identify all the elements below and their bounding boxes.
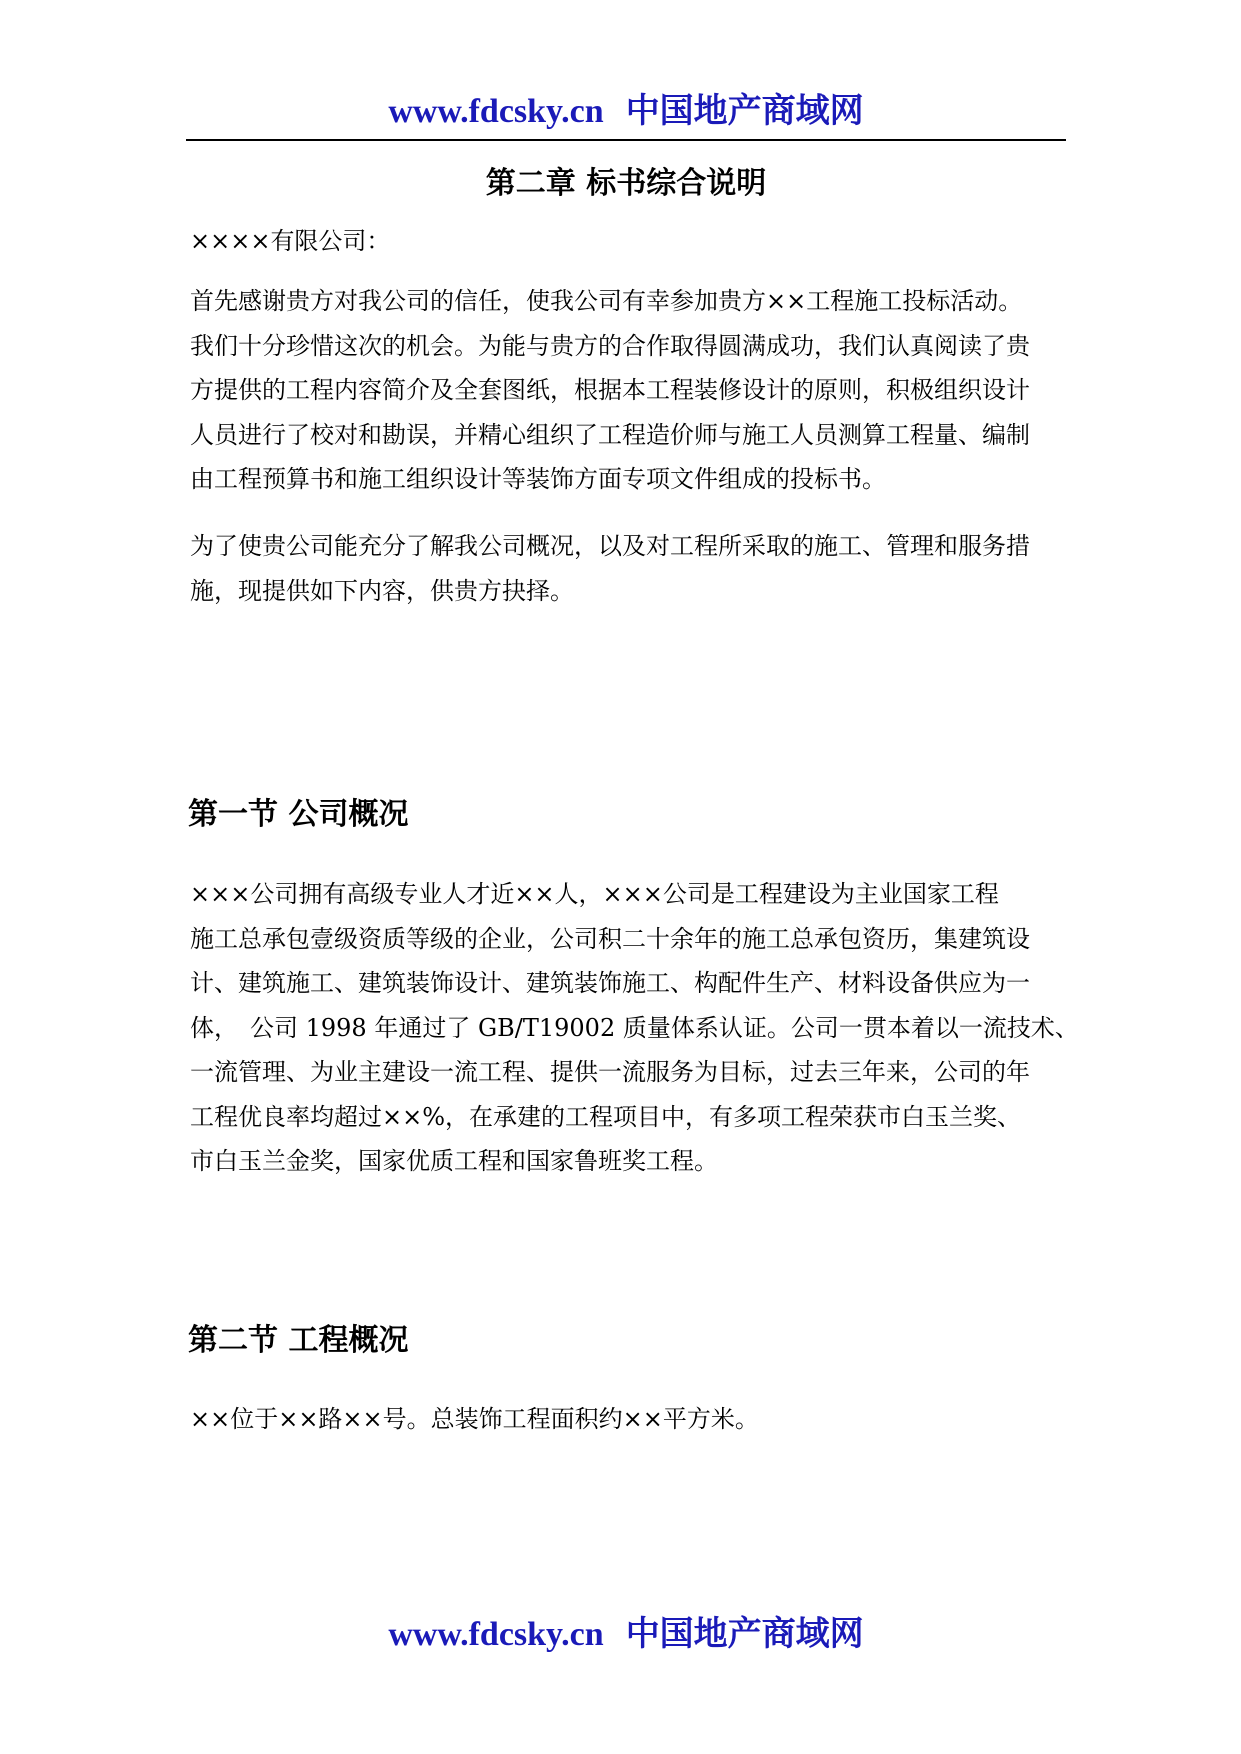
text-line: ×××公司拥有高级专业人才近××人，×××公司是工程建设为主业国家工程 <box>190 880 999 908</box>
text-line: 由工程预算书和施工组织设计等装饰方面专项文件组成的投标书。 <box>190 465 886 493</box>
intro-paragraph-2 <box>190 524 1062 613</box>
salutation-text: ××××有限公司： <box>190 227 391 255</box>
project-overview-paragraph <box>190 1397 1062 1442</box>
intro-paragraph-1 <box>190 279 1062 502</box>
text-line: 市白玉兰金奖，国家优质工程和国家鲁班奖工程。 <box>190 1147 718 1175</box>
text-line: ××位于××路××号。总装饰工程面积约××平方米。 <box>190 1405 759 1433</box>
header-site-name: 中国地产商域网 <box>625 93 864 130</box>
header-url-link[interactable]: www.fdcsky.cn <box>388 93 604 130</box>
text-line: 施，现提供如下内容，供贵方抉择。 <box>190 576 574 605</box>
page-header <box>186 88 1066 136</box>
section-title-company-overview: 第一节 公司概况 <box>188 797 409 832</box>
section-title-project-overview: 第二节 工程概况 <box>188 1323 409 1358</box>
text-line: 工程优良率均超过××%，在承建的工程项目中，有多项工程荣获市白玉兰奖、 <box>190 1102 1022 1131</box>
text-line: 为了使贵公司能充分了解我公司概况，以及对工程所采取的施工、管理和服务措 <box>190 532 1030 560</box>
text-line: 一流管理、为业主建设一流工程、提供一流服务为目标，过去三年来，公司的年 <box>190 1058 1030 1086</box>
text-line: 人员进行了校对和勘误，并精心组织了工程造价师与施工人员测算工程量、编制 <box>190 420 1030 449</box>
text-line: 我们十分珍惜这次的机会。为能与贵方的合作取得圆满成功，我们认真阅读了贵 <box>190 331 1030 360</box>
footer-url-link[interactable]: www.fdcsky.cn <box>388 1616 604 1653</box>
page-footer <box>186 1611 1066 1659</box>
text-line: 计、建筑施工、建筑装饰设计、建筑装饰施工、构配件生产、材料设备供应为一 <box>190 969 1030 997</box>
text-line: 体， 公司 1998 年通过了 GB/T19002 质量体系认证。公司一贯本着以一流技术、 <box>190 1013 1079 1042</box>
text-line: 方提供的工程内容简介及全套图纸，根据本工程装修设计的原则，积极组织设计 <box>190 376 1030 404</box>
footer-site-name: 中国地产商域网 <box>625 1616 864 1653</box>
text-line: 首先感谢贵方对我公司的信任，使我公司有幸参加贵方××工程施工投标活动。 <box>190 287 1023 315</box>
header-divider <box>186 139 1066 141</box>
salutation <box>190 219 1062 264</box>
chapter-title: 第二章 标书综合说明 <box>485 166 767 201</box>
company-overview-paragraph <box>190 872 1079 1184</box>
text-line: 施工总承包壹级资质等级的企业，公司积二十余年的施工总承包资历，集建筑设 <box>190 924 1030 953</box>
